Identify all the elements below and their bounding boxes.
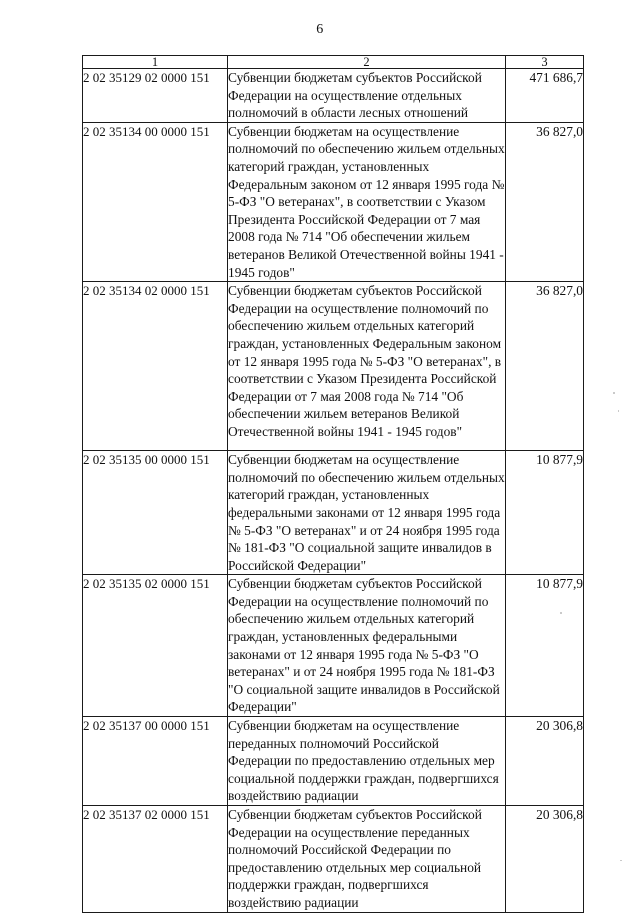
budget-amount: 20 306,8: [506, 806, 584, 913]
budget-description: Субвенции бюджетам на осуществление полномочий по обеспечению жильем отдельных категорий граждан, установленных федеральными законами от 12 января 1995 года № 5-ФЗ "О ветеранах" и от 24 ноября 1995 года № 181-ФЗ "О социальной защите инвалидов в Российской Федерации": [228, 451, 506, 575]
budget-code: 2 02 35135 02 0000 151: [83, 575, 228, 717]
budget-code: 2 02 35134 00 0000 151: [83, 122, 228, 281]
budget-description: Субвенции бюджетам на осуществление полномочий по обеспечению жильем отдельных категорий граждан, установленных Федеральным законом от 12 января 1995 года № 5-ФЗ "О ветеранах", в соответствии с Указом Президента Российской Федерации от 7 мая 2008 года № 714 "Об обеспечении жильем ветеранов Великой Отечественной войны 1941 - 1945 годов": [228, 122, 506, 281]
budget-description: Субвенции бюджетам субъектов Российской Федерации на осуществление переданных полномочий Российской Федерации по предоставлению отдельных мер социальной поддержки граждан, подвергшихся воздействию радиации: [228, 806, 506, 913]
page-number: 6: [316, 22, 324, 37]
budget-code: 2 02 35135 00 0000 151: [83, 451, 228, 575]
budget-description: Субвенции бюджетам на осуществление переданных полномочий Российской Федерации по предоставлению отдельных мер социальной поддержки граждан, подвергшихся воздействию радиации: [228, 717, 506, 806]
table-row: [83, 717, 584, 806]
budget-description: Субвенции бюджетам субъектов Российской Федерации на осуществление полномочий по обеспечению жильем отдельных категорий граждан, установленных Федеральным законом от 12 января 1995 года № 5-ФЗ "О ветеранах", в соответствии с Указом Президента Российской Федерации от 7 мая 2008 года № 714 "Об обеспечении жильем ветеранов Великой Отечественной войны 1941 - 1945 годов": [228, 282, 506, 451]
scan-speck: [618, 410, 619, 412]
scan-speck: [613, 392, 615, 394]
budget-code: 2 02 35137 02 0000 151: [83, 806, 228, 913]
budget-amount: 36 827,0: [506, 282, 584, 451]
header-row: [83, 56, 584, 69]
table-row: [83, 122, 584, 281]
table-row: [83, 282, 584, 451]
budget-description: Субвенции бюджетам субъектов Российской Федерации на осуществление отдельных полномочий в области лесных отношений: [228, 69, 506, 123]
budget-table: [82, 55, 584, 913]
budget-description: Субвенции бюджетам субъектов Российской Федерации на осуществление полномочий по обеспечению жильем отдельных категорий граждан, установленных федеральными законами от 12 января 1995 года № 5-ФЗ "О ветеранах" и от 24 ноября 1995 года № 181-ФЗ "О социальной защите инвалидов в Российской Федерации": [228, 575, 506, 717]
table-row: [83, 451, 584, 575]
table-row: [83, 806, 584, 913]
column-header-description: 2: [228, 56, 506, 69]
budget-amount: 36 827,0: [506, 122, 584, 281]
budget-code: 2 02 35137 00 0000 151: [83, 717, 228, 806]
column-header-amount: 3: [506, 56, 584, 69]
budget-amount: 20 306,8: [506, 717, 584, 806]
budget-amount: 10 877,9: [506, 575, 584, 717]
table-row: [83, 575, 584, 717]
scan-speck: [620, 860, 622, 861]
table-row: [83, 69, 584, 123]
scan-speck: [560, 612, 562, 614]
column-header-code: 1: [83, 56, 228, 69]
budget-code: 2 02 35129 02 0000 151: [83, 69, 228, 123]
budget-amount: 471 686,7: [506, 69, 584, 123]
budget-code: 2 02 35134 02 0000 151: [83, 282, 228, 451]
budget-amount: 10 877,9: [506, 451, 584, 575]
